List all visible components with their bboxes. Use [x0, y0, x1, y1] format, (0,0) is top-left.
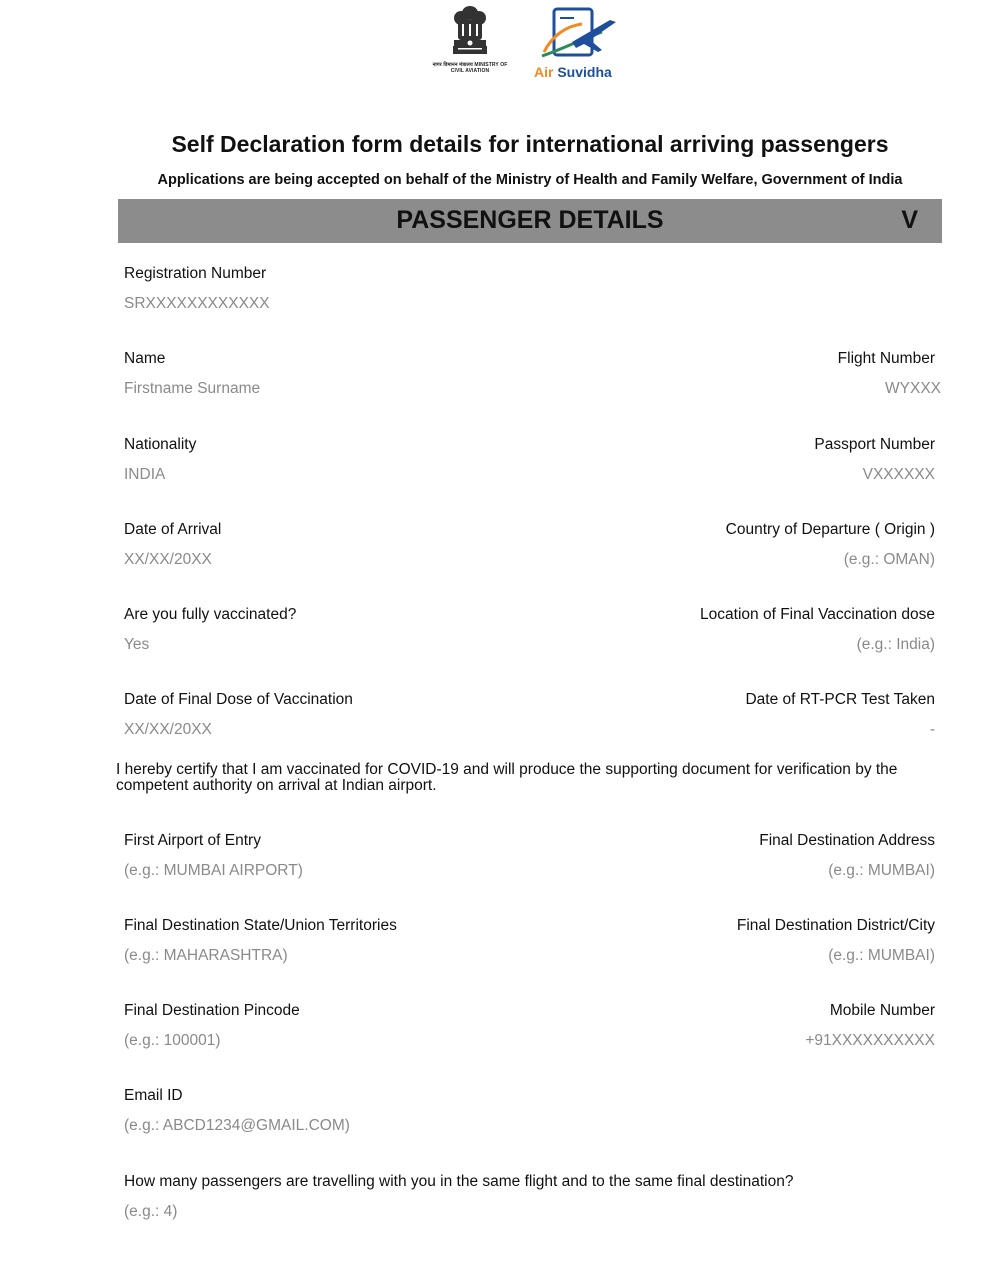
date-of-arrival-label: Date of Arrival [124, 521, 222, 538]
final-destination-address-value: (e.g.: MUMBAI) [828, 862, 935, 879]
mobile-number-value: +91XXXXXXXXXX [805, 1032, 935, 1049]
final-destination-pincode-value: (e.g.: 100001) [124, 1032, 221, 1049]
country-of-departure-value: (e.g.: OMAN) [843, 551, 935, 568]
rtpcr-date-label: Date of RT-PCR Test Taken [745, 691, 935, 708]
first-airport-value: (e.g.: MUMBAI AIRPORT) [124, 862, 303, 879]
final-destination-state-label: Final Destination State/Union Territories [124, 917, 397, 934]
logo-header [0, 0, 1001, 95]
date-of-arrival-value: XX/XX/20XX [124, 551, 212, 568]
name-value: Firstname Surname [124, 380, 261, 397]
emblem-icon [428, 4, 512, 62]
registration-number-value: SRXXXXXXXXXXXX [124, 295, 270, 312]
page-subtitle: Applications are being accepted on behalf of the Ministry of Health and Family Welfare, Government of India [157, 172, 903, 188]
page-title: Self Declaration form details for international arriving passengers [171, 131, 889, 157]
passport-number-value: VXXXXXX [862, 466, 935, 483]
fully-vaccinated-value: Yes [124, 636, 150, 653]
rtpcr-date-value: - [929, 721, 935, 738]
ministry-caption: नागर विमानन मंत्रालय MINISTRY OF CIVIL AVIATION [432, 62, 508, 74]
mobile-number-label: Mobile Number [829, 1002, 935, 1019]
section-toggle-icon[interactable]: V [901, 206, 918, 234]
brand-name [534, 64, 612, 80]
flight-number-value: WYXXX [885, 380, 941, 397]
final-destination-state-value: (e.g.: MAHARASHTRA) [124, 947, 288, 964]
final-vaccination-location-value: (e.g.: India) [856, 636, 935, 653]
final-dose-date-value: XX/XX/20XX [124, 721, 212, 738]
first-airport-label: First Airport of Entry [124, 832, 261, 849]
final-destination-pincode-label: Final Destination Pincode [124, 1002, 300, 1019]
email-label: Email ID [124, 1087, 183, 1104]
email-value: (e.g.: ABCD1234@GMAIL.COM) [124, 1117, 350, 1134]
brand-name-part1: Air [534, 64, 558, 80]
final-dose-date-label: Date of Final Dose of Vaccination [124, 691, 353, 708]
air-suvidha-logo [532, 6, 627, 84]
vaccination-certification-text: I hereby certify that I am vaccinated for COVID-19 and will produce the supporting document for verification by the competent authority on arrival at Indian airport. [116, 761, 898, 794]
section-header-passenger-details[interactable] [118, 199, 942, 243]
co-passengers-label: How many passengers are travelling with you in the same flight and to the same final destination? [124, 1173, 794, 1190]
final-vaccination-location-label: Location of Final Vaccination dose [700, 606, 935, 623]
fully-vaccinated-label: Are you fully vaccinated? [124, 606, 297, 623]
national-emblem-logo [428, 4, 512, 84]
name-label: Name [124, 350, 166, 367]
airplane-document-icon [532, 6, 627, 64]
co-passengers-value: (e.g.: 4) [124, 1203, 178, 1220]
registration-number-label: Registration Number [124, 265, 267, 282]
section-title: PASSENGER DETAILS [396, 206, 664, 234]
final-destination-district-label: Final Destination District/City [736, 917, 935, 934]
country-of-departure-label: Country of Departure ( Origin ) [725, 521, 935, 538]
final-destination-address-label: Final Destination Address [759, 832, 935, 849]
brand-name-part2: Suvidha [557, 64, 612, 80]
final-destination-district-value: (e.g.: MUMBAI) [828, 947, 935, 964]
flight-number-label: Flight Number [837, 350, 935, 367]
nationality-value: INDIA [124, 466, 166, 483]
nationality-label: Nationality [124, 436, 197, 453]
passport-number-label: Passport Number [814, 436, 935, 453]
